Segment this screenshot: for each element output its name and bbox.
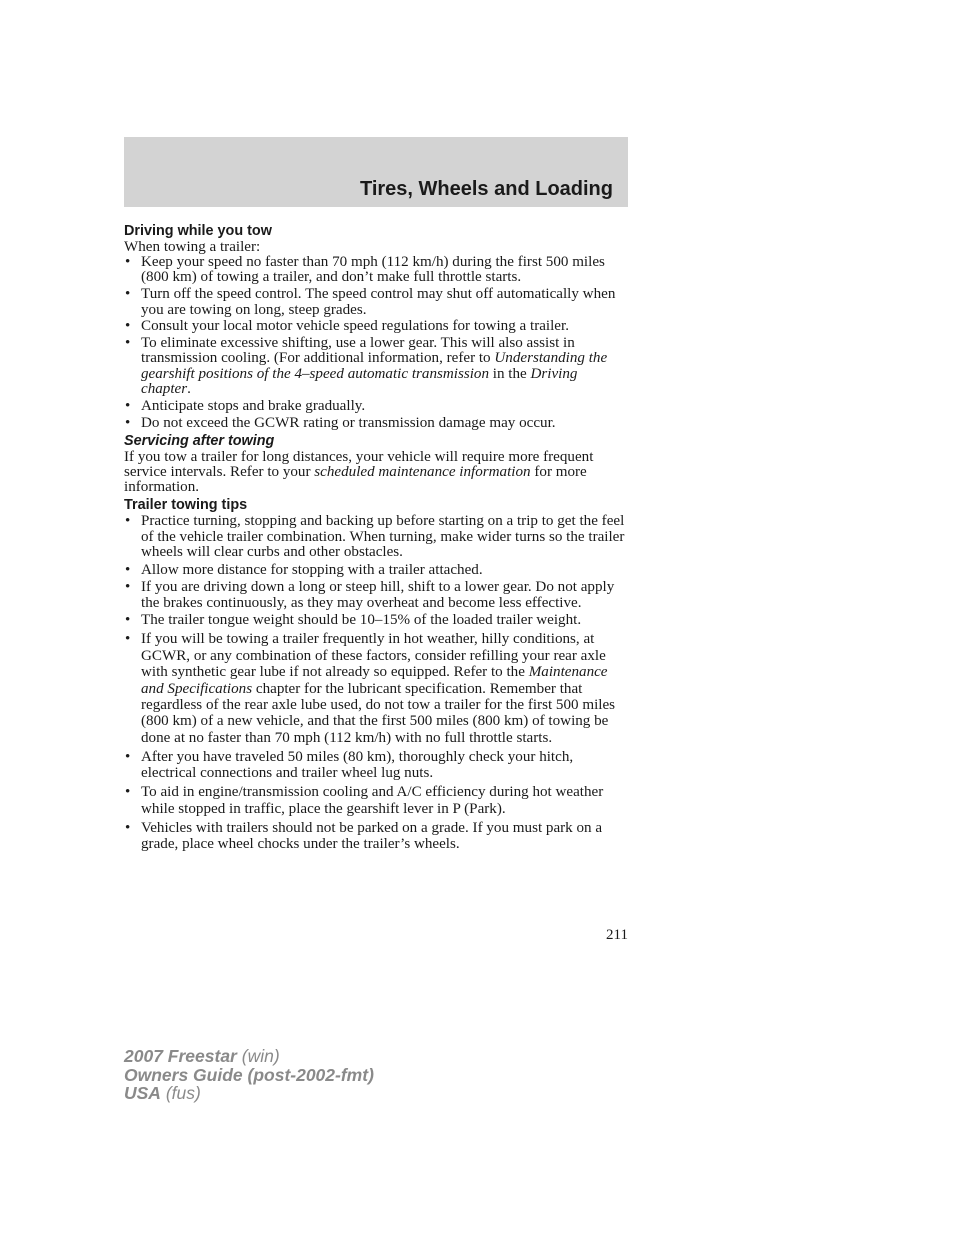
list-item bbox=[124, 631, 628, 746]
list-item bbox=[124, 416, 628, 431]
servicing-paragraph bbox=[124, 450, 628, 496]
text-run: To eliminate excessive shifting, use a lower gear. This will also assist in transmission cooling. (For additional information, refer to bbox=[141, 335, 575, 367]
bullet-icon: • bbox=[125, 561, 131, 578]
italic-reference: Maintenance and Specifications bbox=[141, 664, 608, 697]
text-run: . bbox=[187, 380, 191, 397]
list-item bbox=[124, 613, 628, 628]
text-run: If you will be towing a trailer frequently in hot weather, hilly conditions, at GCWR, or any combination of these factors, consider refilling your rear axle with synthetic gear lube if not already so equipped. Refer to the bbox=[141, 631, 606, 681]
driving-list bbox=[124, 255, 628, 431]
list-item bbox=[124, 255, 628, 285]
heading-servicing-after-towing: Servicing after towing bbox=[124, 432, 275, 449]
text-run: After you have traveled 50 miles (80 km), thoroughly check your hitch, electrical connections and trailer wheel lug nuts. bbox=[141, 748, 574, 782]
text-run: Allow more distance for stopping with a trailer attached. bbox=[141, 561, 483, 578]
footer-document-id bbox=[124, 1047, 374, 1103]
heading-driving-while-you-tow: Driving while you tow bbox=[124, 223, 272, 239]
bullet-icon: • bbox=[125, 318, 131, 335]
italic-reference: Understanding the gearshift positions of the 4–speed automatic transmission bbox=[141, 350, 608, 382]
page-content bbox=[124, 221, 628, 855]
list-item bbox=[124, 319, 628, 334]
bullet-icon: • bbox=[125, 748, 131, 765]
list-item bbox=[124, 749, 628, 782]
chapter-header bbox=[124, 137, 628, 207]
text-run: Consult your local motor vehicle speed regulations for towing a trailer. bbox=[141, 318, 569, 335]
text-run: Anticipate stops and brake gradually. bbox=[141, 397, 366, 414]
text-run: Turn off the speed control. The speed control may shut off automatically when you are towing on long, steep grades. bbox=[141, 286, 616, 318]
list-item bbox=[124, 287, 628, 317]
text-run: Vehicles with trailers should not be parked on a grade. If you must park on a grade, place wheel chocks under the trailer’s wheels. bbox=[141, 819, 603, 852]
bullet-icon: • bbox=[125, 784, 131, 801]
list-item bbox=[124, 580, 628, 610]
list-item bbox=[124, 563, 628, 578]
text-run: chapter for the lubricant specification. Remember that regardless of the rear axle lube used, do not tow a trailer for the first 500 miles (800 km) of a new vehicle, and that the first 500 miles (800 km) of towing be done at no faster than 70 mph (112 km/h) with no full throttle starts. bbox=[141, 680, 616, 746]
text-run: Keep your speed no faster than 70 mph (112 km/h) during the first 500 miles (800 km) of towing a trailer, and don’t make full throttle starts. bbox=[141, 254, 605, 286]
bullet-icon: • bbox=[125, 819, 131, 836]
bullet-icon: • bbox=[125, 631, 131, 648]
text-run: The trailer tongue weight should be 10–15% of the loaded trailer weight. bbox=[141, 612, 582, 629]
list-item bbox=[124, 784, 628, 817]
text-run: If you tow a trailer for long distances, your vehicle will require more frequent service intervals. Refer to your bbox=[124, 448, 594, 481]
heading-trailer-towing-tips: Trailer towing tips bbox=[124, 497, 248, 514]
list-item bbox=[124, 336, 628, 397]
chapter-title: Tires, Wheels and Loading bbox=[359, 178, 613, 200]
text-run: To aid in engine/transmission cooling and A/C efficiency during hot weather while stopped in traffic, place the gearshift lever in P (Park). bbox=[141, 784, 604, 817]
text-run: Practice turning, stopping and backing up before starting on a trip to get the feel of the vehicle trailer combination. When turning, make wider turns so the trailer wheels will clear curbs and other obstacles. bbox=[141, 513, 625, 560]
page-number: 211 bbox=[606, 927, 628, 943]
footer-line-3: USA (fus) bbox=[124, 1083, 201, 1103]
list-item bbox=[124, 399, 628, 414]
bullet-icon: • bbox=[125, 286, 131, 303]
list-item bbox=[124, 514, 628, 560]
bullet-icon: • bbox=[125, 414, 131, 431]
bullet-icon: • bbox=[125, 612, 131, 629]
bullet-icon: • bbox=[125, 579, 131, 596]
italic-reference: scheduled maintenance information bbox=[314, 464, 531, 481]
tips-list bbox=[124, 514, 628, 852]
footer-line-1: 2007 Freestar (win) bbox=[124, 1046, 280, 1066]
text-run: Do not exceed the GCWR rating or transmission damage may occur. bbox=[141, 414, 556, 431]
bullet-icon: • bbox=[125, 397, 131, 414]
driving-intro: When towing a trailer: bbox=[124, 239, 261, 255]
footer-line-2: Owners Guide (post-2002-fmt) bbox=[124, 1064, 374, 1085]
italic-reference: Driving chapter bbox=[141, 365, 578, 397]
text-run: in the bbox=[489, 365, 531, 382]
bullet-icon: • bbox=[125, 335, 131, 352]
bullet-icon: • bbox=[125, 513, 131, 530]
bullet-icon: • bbox=[125, 254, 131, 271]
list-item bbox=[124, 820, 628, 853]
text-run: for more information. bbox=[124, 464, 587, 496]
text-run: If you are driving down a long or steep hill, shift to a lower gear. Do not apply the brakes continuously, as they may overheat and become less effective. bbox=[141, 579, 615, 611]
